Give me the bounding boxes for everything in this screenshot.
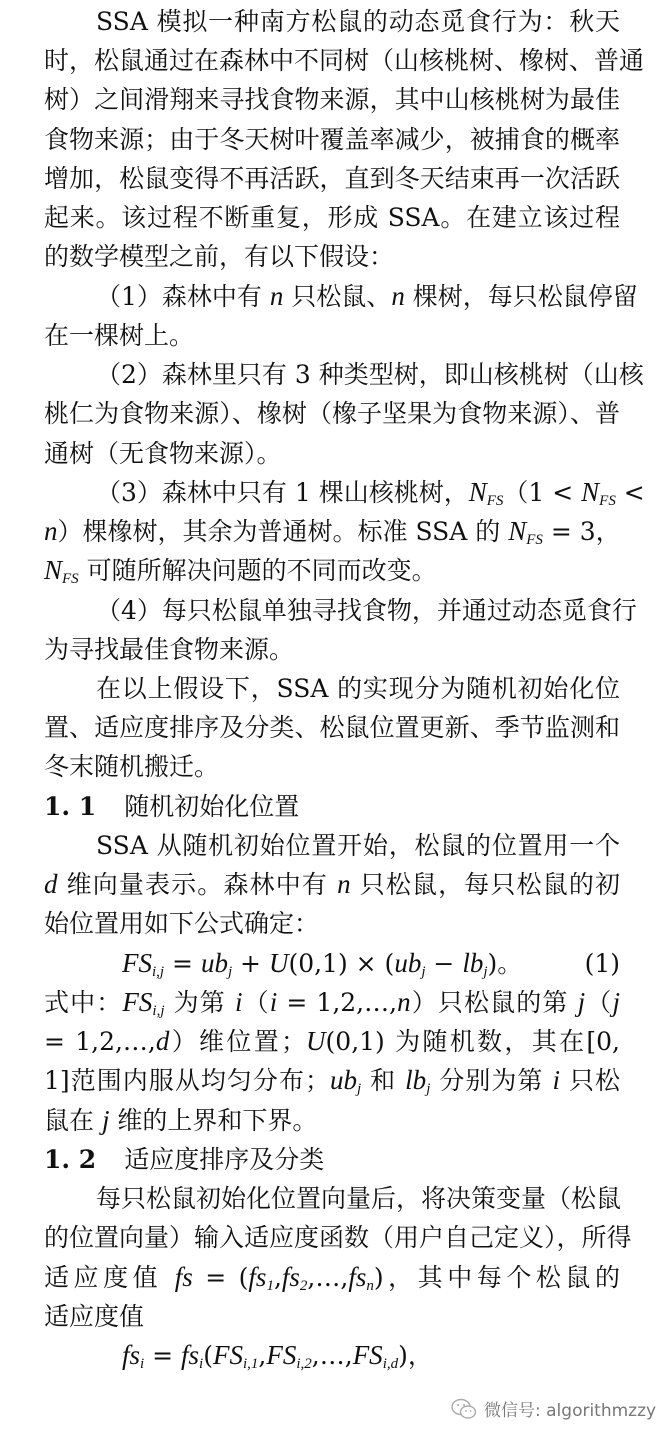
math-base: lb [462,947,484,978]
text-run: 棵树，每只松鼠停留 [404,281,638,311]
watermark-text: 微信号: algorithmzzy [484,1401,657,1421]
text-line [44,41,645,80]
math-symbol [175,1262,193,1292]
math-base: ub [200,947,228,978]
text-run: < [615,477,645,507]
section-number: 1. 1 [44,791,97,821]
math-base: j [577,986,586,1017]
math-subscript: i [140,1355,145,1372]
math-subscript: j [421,963,426,980]
wechat-icon [450,1397,478,1421]
math-subscript: i,2 [296,1355,312,1372]
text-run: (0,1) 为随机数，其在[0, [325,1027,620,1057]
math-base: i [552,1065,560,1096]
math-base: n [337,869,351,900]
math-subscript: 2 [299,1277,308,1294]
text-line [44,159,620,198]
text-run: 只松鼠，每只松鼠的初 [350,870,620,900]
text-line [44,826,620,865]
math-symbol [348,1262,374,1292]
math-symbol [181,1340,203,1370]
math-symbol [353,1340,398,1370]
section-heading [44,787,620,826]
text-line [44,2,620,41]
math-symbol [306,1026,326,1056]
math-symbol [394,948,425,978]
text-run: 树）之间滑翔来寻找食物来源，其中山核桃树为最佳 [44,85,620,115]
section-title: 随机初始化位置 [124,791,300,821]
math-base: n [391,280,405,311]
math-base: U [306,1026,326,1057]
text-run: = 3， [542,517,621,547]
text-line [44,747,620,786]
math-symbol [282,1262,308,1292]
text-run: 桃仁为食物来源）、橡树（橡子坚果为食物来源）、普 [44,399,620,429]
text-run: ,…, [307,1262,349,1292]
section-number: 1. 2 [44,1144,97,1174]
text-run: （1）森林中有 [96,281,270,311]
text-line [44,473,645,512]
math-subscript: i,j [152,1002,165,1019]
text-run: （2）森林里只有 3 种类型树，即山核桃树（山核 [96,360,644,390]
equation-number: (1) [584,948,620,978]
math-symbol [405,1065,431,1098]
math-subscript: j [227,963,233,980]
math-base: N [468,476,487,507]
math-symbol [269,948,289,978]
math-subscript: 1 [266,1277,274,1294]
formula-line [44,1336,620,1375]
math-base: j [612,986,620,1017]
math-symbol [201,948,232,978]
math-base: FS [122,947,152,978]
text-run: 的数学模型之前，有以下假设： [44,242,395,272]
watermark [450,1396,656,1421]
text-run: = 1,2,…, [277,987,398,1017]
text-run: = ( [192,1262,249,1292]
math-base: fs [174,1261,193,1292]
text-line [44,630,620,669]
text-line [44,355,644,394]
text-line [44,865,620,904]
math-base: fs [348,1261,367,1292]
math-symbol [337,869,351,899]
math-subscript: n [366,1277,374,1294]
math-subscript: FS [62,571,79,588]
math-symbol [248,1262,274,1292]
text-run: ）维位置； [169,1027,307,1057]
section-heading [44,1140,620,1179]
text-run: 可随所解决问题的不同而改变。 [78,556,437,586]
math-symbol [122,1340,144,1370]
text-run: 通树（无食物来源）。 [44,438,282,468]
math-base: j [101,1104,110,1135]
math-subscript: i,1 [242,1355,259,1372]
text-run: 维向量表示。森林中有 [57,870,338,900]
math-subscript: FS [526,532,543,549]
text-run: 置、适应度排序及分类、松鼠位置更新、季节监测和 [44,713,620,743]
math-symbol [391,281,405,311]
math-symbol [44,869,58,899]
math-subscript: j [357,1081,362,1098]
text-run: 为寻找最佳食物来源。 [44,634,295,664]
text-line [44,669,620,708]
math-base: U [268,947,289,978]
text-run: 起来。该过程不断重复，形成 SSA。在建立该过程 [44,203,620,233]
text-run: )，其中每个松鼠的 [373,1262,620,1292]
text-run: SSA 从随机初始位置开始，松鼠的位置用一个 [96,830,620,860]
formula-line [44,944,620,983]
math-base: n [44,516,58,547]
math-base: FS [212,1339,243,1370]
text-run: 冬末随机搬迁。 [44,752,220,782]
section-title: 适应度排序及分类 [124,1144,325,1174]
math-base: d [155,1026,170,1057]
text-run: 1]范围内服从均匀分布； [44,1066,330,1096]
math-base: fs [181,1339,200,1370]
math-symbol [508,516,543,549]
text-line [44,591,637,630]
math-symbol [330,1065,362,1098]
text-run: + [232,948,269,978]
text-run: = [144,1340,182,1370]
math-symbol [270,281,284,311]
text-line [44,80,620,119]
text-run: 始位置用如下公式确定： [44,909,320,939]
math-symbol [122,987,164,1017]
document-body [44,2,645,1375]
math-base: fs [281,1261,300,1292]
text-run: 适应度值 [44,1262,175,1292]
text-line [44,1061,620,1100]
math-subscript: FS [599,492,616,509]
text-run: 式中： [44,987,123,1017]
math-base: N [44,555,63,586]
math-symbol [581,477,616,507]
math-base: lb [405,1065,427,1096]
text-run: 适应度值 [44,1301,145,1331]
text-run: ( [203,1340,213,1370]
math-symbol [469,477,504,507]
math-base: i [234,986,243,1017]
math-base: ub [330,1065,357,1096]
text-run: ）只松鼠的第 [410,987,578,1017]
text-run: − [425,948,463,978]
math-symbol [213,1340,258,1370]
text-run: )。 [487,948,523,978]
text-run: 只松鼠、 [283,281,392,311]
text-run: )， [398,1340,433,1370]
math-subscript: FS [486,492,504,509]
math-subscript: i,d [382,1355,399,1372]
text-run: 的位置向量）输入适应度函数（用户自己定义），所得 [44,1223,632,1253]
math-symbol [462,948,487,978]
math-base: N [581,476,600,507]
text-run: ）棵橡树，其余为普通树。标准 SSA 的 [57,517,509,547]
math-base: FS [122,986,153,1017]
text-run: （3）森林中只有 1 棵山核桃树， [96,477,469,507]
text-run: （ [585,987,613,1017]
text-line [44,983,620,1022]
text-line [44,434,620,473]
math-base: d [44,869,58,900]
math-symbol [612,987,620,1017]
text-run: （ [242,987,270,1017]
math-subscript: j [483,963,488,980]
text-line [44,316,620,355]
math-base: n [397,986,411,1017]
text-line [44,1101,620,1140]
text-run: 分别为第 [430,1066,553,1096]
text-run: 为第 [164,987,235,1017]
text-run: = [164,948,201,978]
math-base: FS [352,1339,383,1370]
math-base: n [269,280,284,311]
text-line [44,551,620,590]
text-run: 鼠在 [44,1105,102,1135]
text-line [44,904,620,943]
text-run: 每只松鼠初始化位置向量后，将决策变量（松鼠 [96,1184,622,1214]
text-run: 食物来源；由于冬天树叶覆盖率减少，被捕食的概率 [44,124,620,154]
math-base: FS [266,1339,297,1370]
text-line [44,1297,620,1336]
math-subscript: i [199,1355,204,1372]
text-line [44,394,620,433]
text-run: (0,1) × ( [288,948,395,978]
text-run: , [273,1262,282,1292]
text-run: （1 < [503,477,582,507]
text-line [44,198,620,237]
text-line [44,708,620,747]
math-symbol [44,516,58,546]
text-run: 时，松鼠通过在森林中不同树（山核桃树、橡树、普通 [44,46,645,76]
text-run: 只松 [559,1066,620,1096]
math-symbol [122,948,164,978]
math-base: fs [248,1261,267,1292]
math-subscript: i,j [152,963,165,980]
text-run: 增加，松鼠变得不再活跃，直到冬天结束再一次活跃 [44,163,620,193]
text-line [44,1179,620,1218]
text-run: （4）每只松鼠单独寻找食物，并通过动态觅食行 [96,595,637,625]
text-line [44,277,638,316]
text-run: SSA 模拟一种南方松鼠的动态觅食行为：秋天 [96,7,620,36]
math-base: ub [394,947,422,978]
math-base: i [269,986,278,1017]
text-line [44,1022,620,1061]
text-run: , [258,1340,267,1370]
text-line [44,1258,620,1297]
math-subscript: j [426,1081,431,1098]
text-line [44,512,620,551]
text-run: = 1,2,…, [44,1027,156,1057]
math-symbol [235,987,243,1017]
math-symbol [397,987,411,1017]
math-symbol [266,1340,311,1370]
text-run: 和 [361,1066,406,1096]
text-line [44,120,620,159]
math-base: fs [122,1339,141,1370]
text-line [44,1218,632,1257]
math-base: N [508,516,527,547]
math-symbol [44,555,79,588]
text-run: 在以上假设下，SSA 的实现分为随机初始化位 [96,673,620,703]
math-symbol [552,1065,560,1095]
text-line [44,237,620,276]
text-run: ,…, [311,1340,353,1370]
math-symbol [156,1026,170,1056]
text-run: 维的上界和下界。 [109,1105,318,1135]
text-run: 在一棵树上。 [44,320,195,350]
